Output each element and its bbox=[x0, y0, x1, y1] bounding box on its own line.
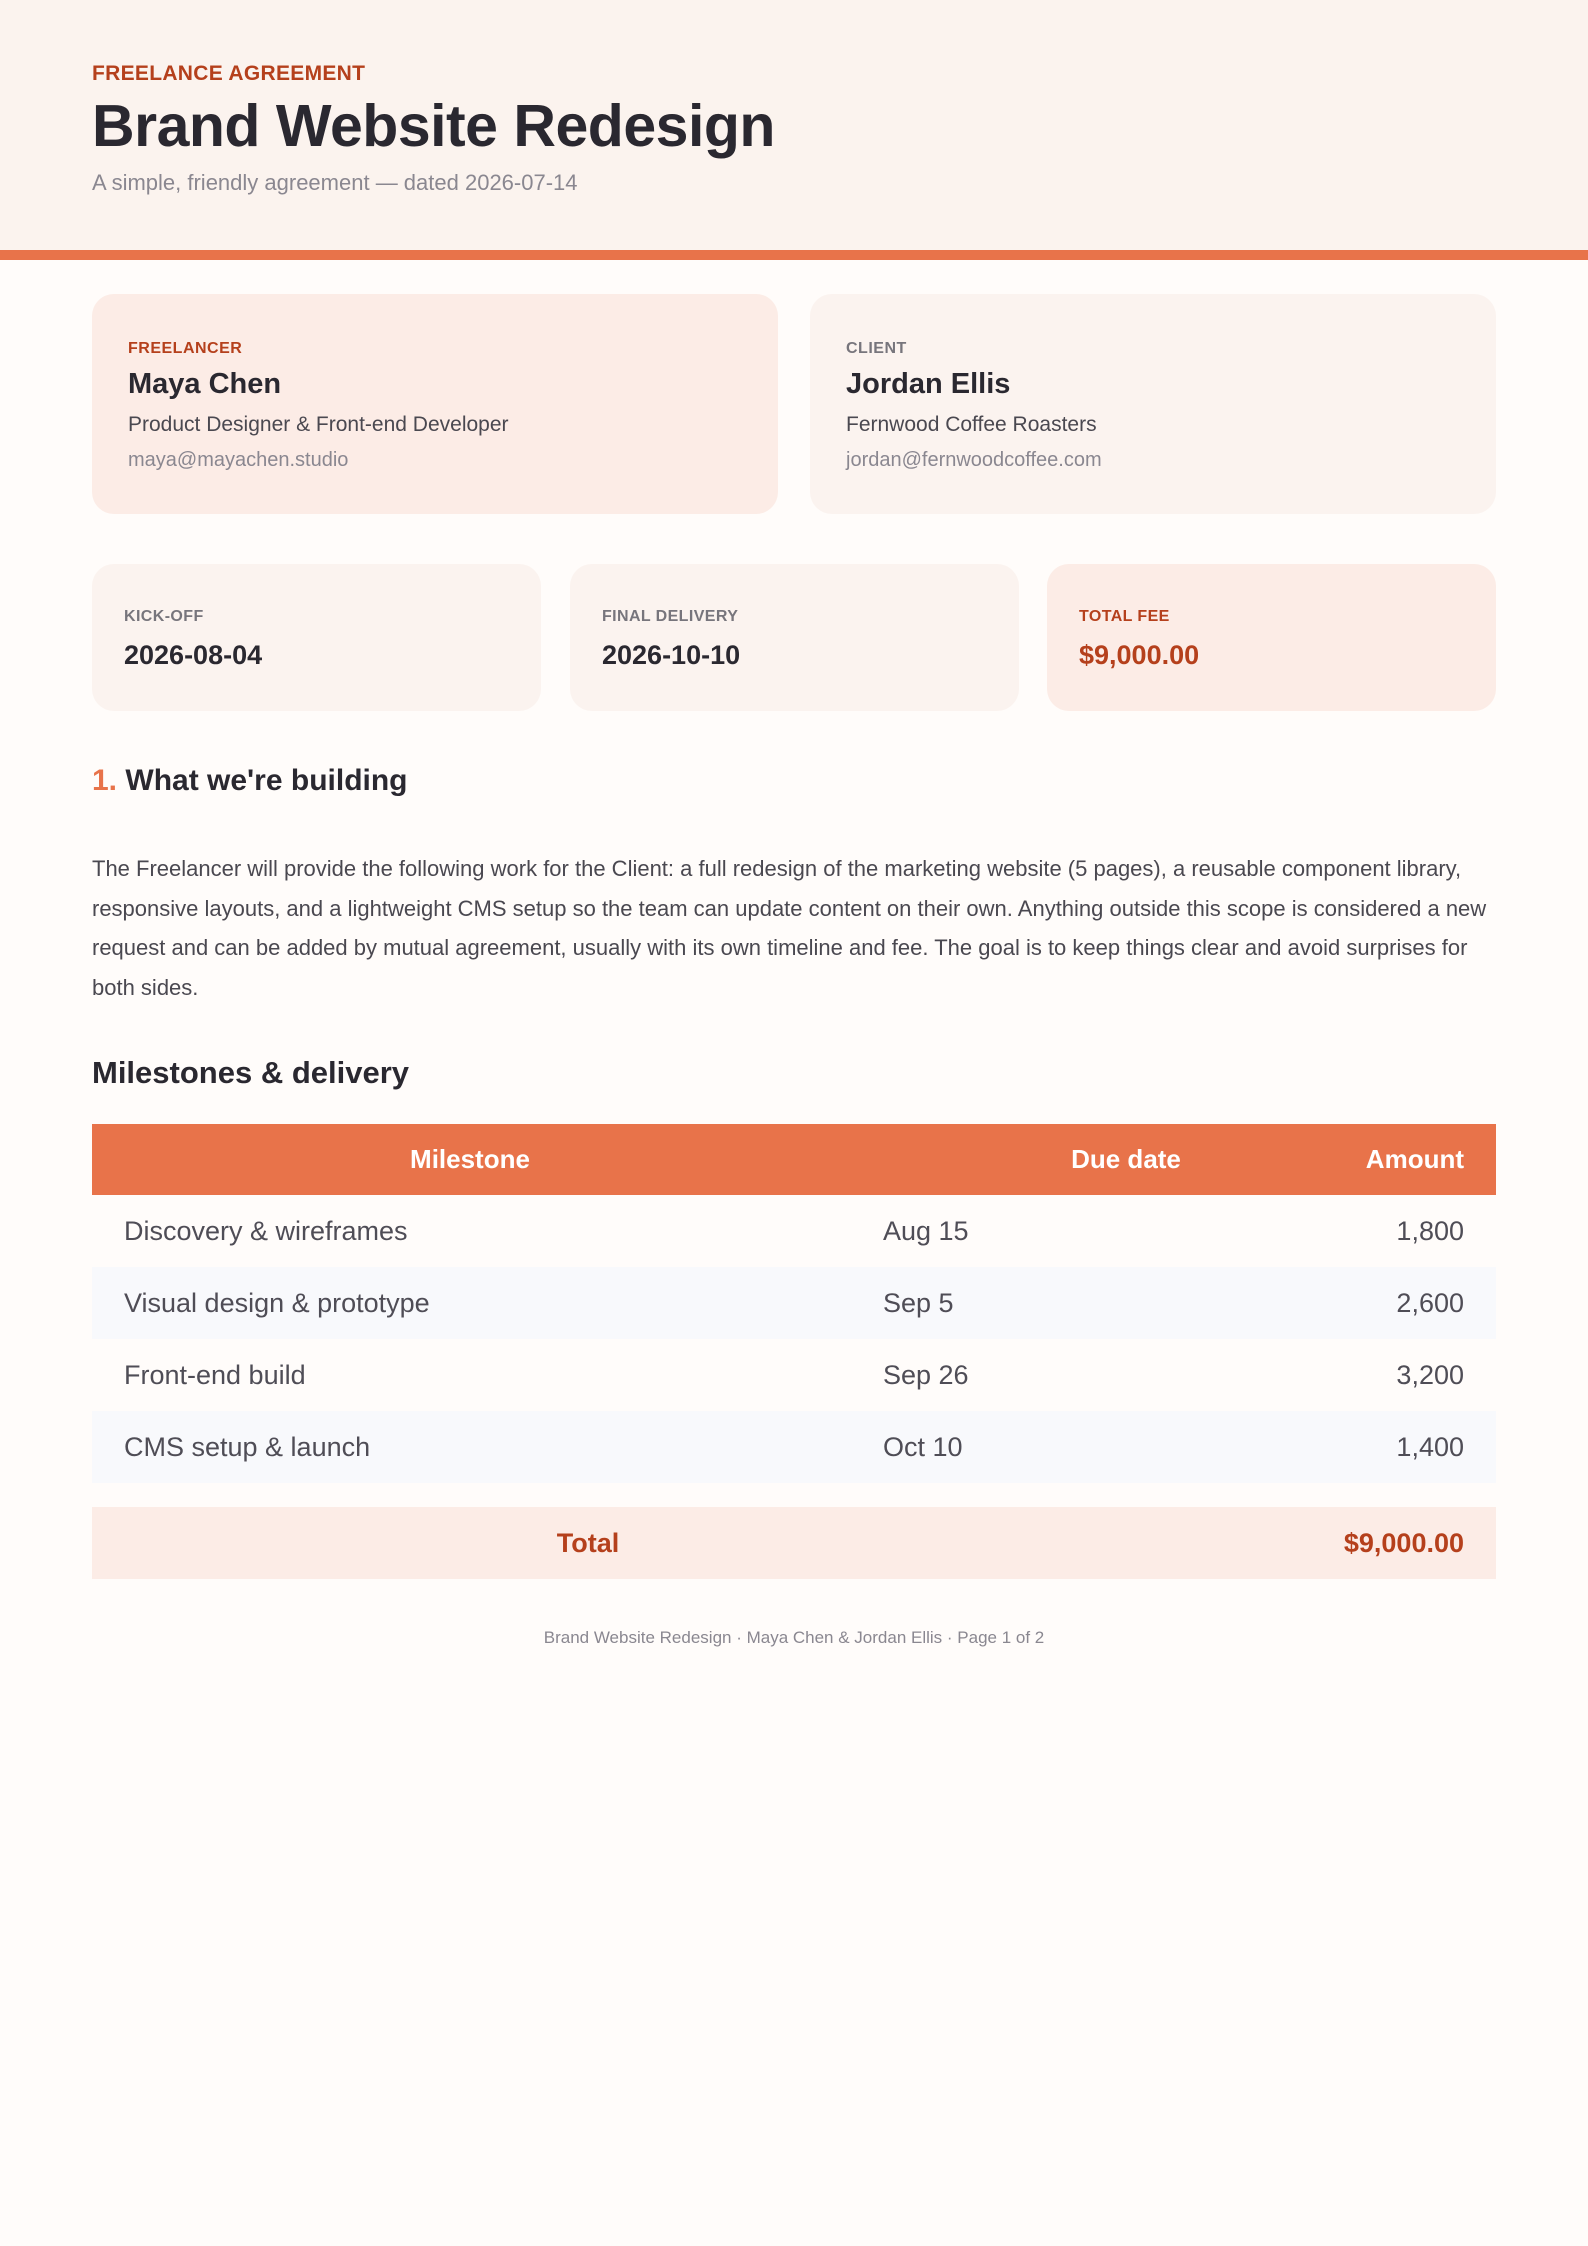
scope-heading bbox=[92, 764, 408, 798]
kickoff-label: KICK-OFF bbox=[124, 608, 204, 625]
freelancer-name: Maya Chen bbox=[128, 368, 282, 400]
client-card bbox=[810, 294, 1496, 514]
column-header-milestone: Milestone bbox=[410, 1144, 530, 1174]
page-footer: Brand Website Redesign · Maya Chen & Jordan Ellis · Page 1 of 2 bbox=[543, 1628, 1045, 1647]
due-date-cell: Oct 10 bbox=[883, 1432, 963, 1462]
table-total-row bbox=[92, 1507, 1496, 1579]
scope-title: What we're building bbox=[125, 764, 408, 797]
document-subtitle: A simple, friendly agreement — dated 2026-07-14 bbox=[92, 170, 578, 195]
final-delivery-date: 2026-10-10 bbox=[602, 640, 741, 670]
milestone-cell: CMS setup & launch bbox=[124, 1432, 371, 1462]
amount-cell: 3,200 bbox=[1396, 1360, 1464, 1390]
total-fee-card bbox=[1047, 564, 1496, 711]
document-kicker: FREELANCE AGREEMENT bbox=[92, 62, 366, 85]
total-amount: $9,000.00 bbox=[1343, 1528, 1464, 1558]
client-name: Jordan Ellis bbox=[846, 368, 1011, 400]
final-delivery-card bbox=[570, 564, 1019, 711]
freelancer-title: Product Designer & Front-end Developer bbox=[128, 413, 509, 436]
table-row bbox=[92, 1267, 1496, 1339]
amount-cell: 1,400 bbox=[1396, 1432, 1464, 1462]
document-header bbox=[0, 0, 1588, 260]
kickoff-card bbox=[92, 564, 541, 711]
table-header bbox=[92, 1124, 1496, 1195]
total-fee-value: $9,000.00 bbox=[1079, 640, 1200, 670]
freelancer-card bbox=[92, 294, 778, 514]
due-date-cell: Aug 15 bbox=[883, 1216, 969, 1246]
milestone-cell: Front-end build bbox=[124, 1360, 306, 1390]
client-email: jordan@fernwoodcoffee.com bbox=[846, 449, 1102, 471]
document-title: Brand Website Redesign bbox=[92, 93, 775, 159]
scope-number: 1. bbox=[92, 764, 118, 797]
final-delivery-label: FINAL DELIVERY bbox=[602, 608, 739, 625]
table-row bbox=[92, 1339, 1496, 1411]
total-fee-label: TOTAL FEE bbox=[1079, 608, 1170, 625]
due-date-cell: Sep 26 bbox=[883, 1360, 969, 1390]
freelancer-email: maya@mayachen.studio bbox=[128, 449, 349, 471]
table-row bbox=[92, 1195, 1496, 1267]
scope-paragraph: The Freelancer will provide the following work for the Client: a full redesign of the marketing website (5 pages), a reusable component library, responsive layouts, and a lightweight CMS setup so the team can update content on their own. Anything outside this scope is considered a new request and can be added by mutual agreement, usually with its own timeline and fee. The goal is to keep things clear and avoid surprises for both sides. bbox=[92, 856, 1487, 1000]
due-date-cell: Sep 5 bbox=[883, 1288, 954, 1318]
client-role-label: CLIENT bbox=[846, 340, 907, 357]
kickoff-date: 2026-08-04 bbox=[124, 640, 263, 670]
freelancer-role-label: FREELANCER bbox=[128, 340, 243, 357]
milestones-heading: Milestones & delivery bbox=[92, 1055, 410, 1090]
milestones-table bbox=[92, 1124, 1496, 1483]
milestone-cell: Visual design & prototype bbox=[124, 1288, 430, 1318]
client-company: Fernwood Coffee Roasters bbox=[846, 413, 1097, 436]
column-header-due-date: Due date bbox=[1071, 1144, 1181, 1174]
column-header-amount: Amount bbox=[1365, 1144, 1464, 1174]
amount-cell: 1,800 bbox=[1396, 1216, 1464, 1246]
milestone-cell: Discovery & wireframes bbox=[124, 1216, 408, 1246]
total-label: Total bbox=[556, 1528, 620, 1558]
amount-cell: 2,600 bbox=[1396, 1288, 1464, 1318]
table-row bbox=[92, 1411, 1496, 1483]
